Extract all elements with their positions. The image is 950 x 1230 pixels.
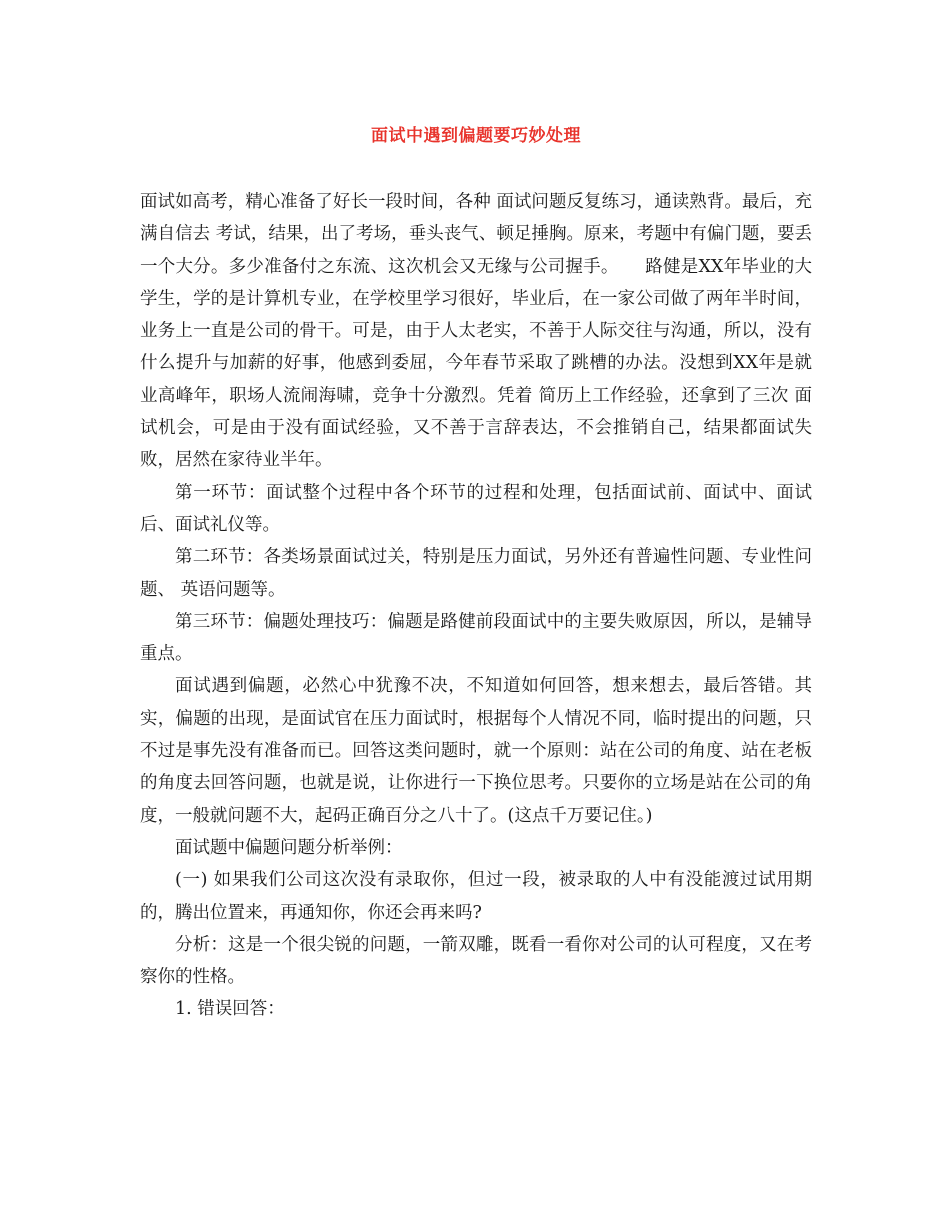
paragraph-question-one: (一) 如果我们公司这次没有录取你，但过一段，被录取的人中有没能渡过试用期的，腾出位置来，再通知你，你还会再来吗?	[140, 870, 812, 923]
document-page	[140, 120, 812, 1026]
paragraph-intro: 面试如高考，精心准备了好长一段时间，各种 面试问题反复练习，通读熟背。最后，充满自信去 考试，结果，出了考场，垂头丧气、顿足捶胸。原来，考题中有偏门题，要丢一个大分。多少准备付之东流、这次机会又无缘与公司握手。 路健是XX年毕业的大学生，学的是计算机专业，在学校里学习很好，毕业后，在一家公司做了两年半时间，业务上一直是公司的骨干。可是，由于人太老实，不善于人际交往与沟通，所以，没有什么提升与加薪的好事，他感到委屈，今年春节采取了跳槽的办法。没想到XX年是就业高峰年，职场人流闹海啸，竞争十分激烈。凭着 简历上工作经验，还拿到了三次 面试机会，可是由于没有面试经验，又不善于言辞表达，不会推销自己，结果都面试失败，居然在家待业半年。	[140, 192, 812, 471]
paragraph-step-one: 第一环节：面试整个过程中各个环节的过程和处理，包括面试前、面试中、面试后、面试礼仪等。	[140, 482, 812, 535]
document-title: 面试中遇到偏题要巧妙处理	[371, 126, 581, 146]
paragraph-principle: 面试遇到偏题，必然心中犹豫不决，不知道如何回答，想来想去，最后答错。其实，偏题的出现，是面试官在压力面试时，根据每个人情况不同，临时提出的问题，只不过是事先没有准备而已。回答这类问题时，就一个原则：站在公司的角度、站在老板的角度去回答问题，也就是说，让你进行一下换位思考。只要你的立场是站在公司的角度，一般就问题不大，起码正确百分之八十了。(这点千万要记住。)	[140, 676, 812, 826]
paragraph-analysis: 分析：这是一个很尖锐的问题，一箭双雕，既看一看你对公司的认可程度，又在考察你的性格。	[140, 934, 812, 988]
paragraph-wrong-answer-heading: 1. 错误回答：	[175, 999, 285, 1020]
paragraph-step-two: 第二环节：各类场景面试过关，特别是压力面试，另外还有普遍性问题、专业性问题、 英语问题等。	[140, 547, 812, 600]
paragraph-examples-heading: 面试题中偏题问题分析举例：	[175, 837, 403, 858]
paragraph-step-three: 第三环节：偏题处理技巧：偏题是路健前段面试中的主要失败原因，所以，是辅导重点。	[140, 611, 812, 665]
